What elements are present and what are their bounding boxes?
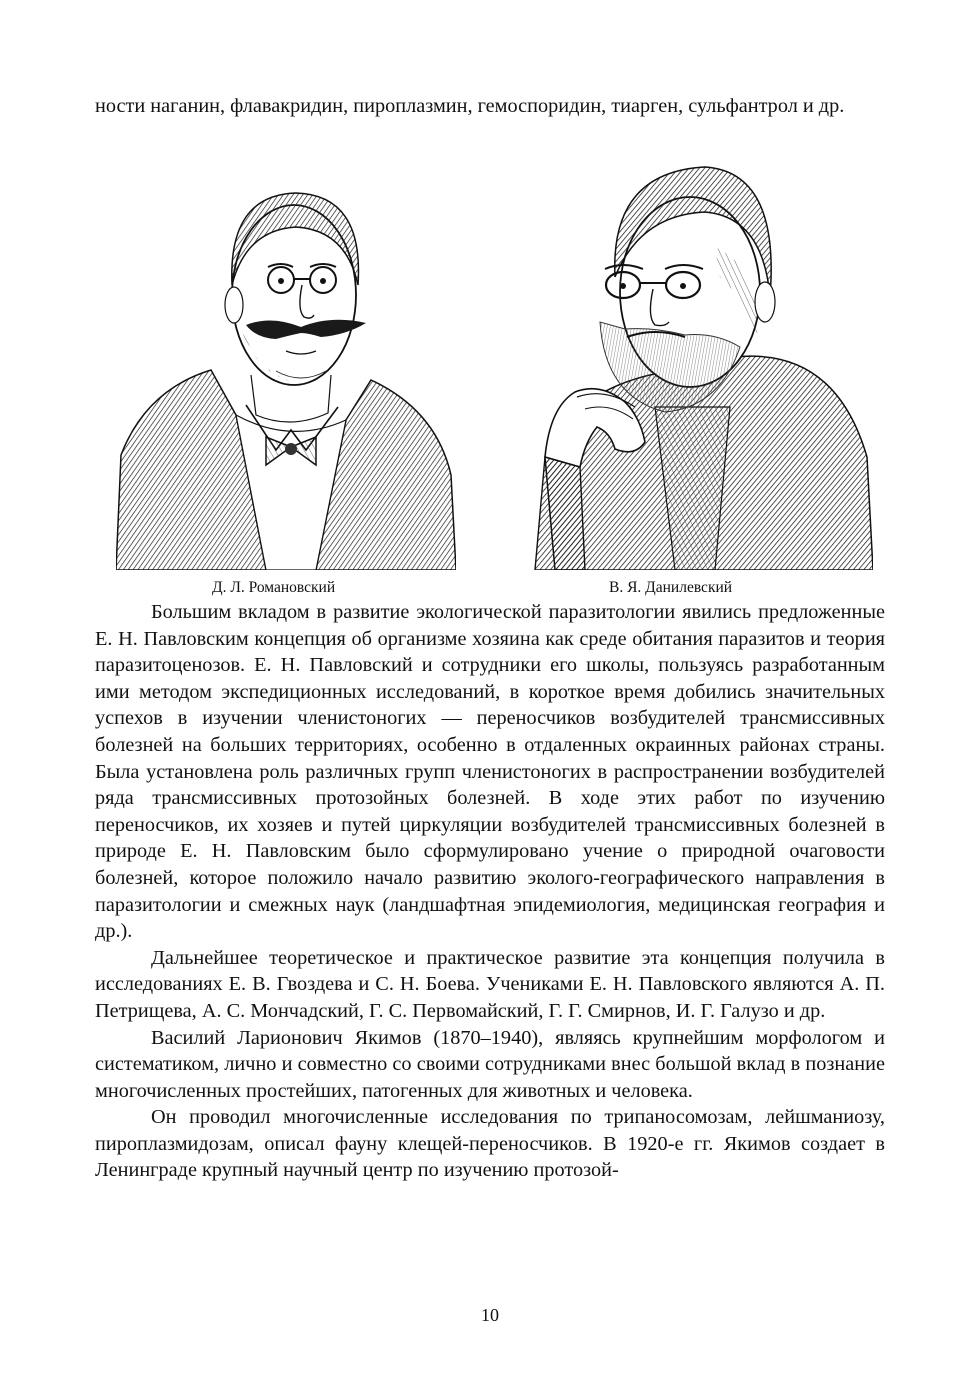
intro-paragraph [95,93,885,120]
portrait-romanovsky [116,175,456,570]
paragraph: Он проводил многочисленные исследования по трипаносомозам, лейшманиозу, пироплазмидозам, описал фауну клещей-переносчиков. В 1920-е гг. Якимов создает в Ленинграде крупный научный центр по изучению протозой- [95,1106,885,1182]
caption-romanovsky: Д. Л. Романовский [212,579,336,596]
body-text [95,599,885,1184]
paragraph: Василий Ларионович Якимов (1870–1940), являясь крупнейшим морфологом и систематиком, лично и совместно со своими сотрудниками внес большой вклад в познание многочисленных простейших, патогенных для животных и человека. [95,1026,885,1102]
page-number: 10 [481,1305,499,1325]
portrait-danilevsky-engraving [515,157,873,570]
portrait-danilevsky [515,157,873,570]
paragraph: Дальнейшее теоретическое и практическое развитие эта концепция получила в исследованиях Е. В. Гвоздева и С. Н. Боева. Учениками Е. Н. Павловского являются А. П. Петрищева, А. С. Мончадский, Г. С. Первомайский, Г. Г. Смирнов, И. Г. Галузо и др. [95,946,885,1022]
paragraph: Большим вкладом в развитие экологической паразитологии явились предложенные Е. Н. Павловским концепция об организме хозяина как среде обитания паразитов и теория паразитоценозов. Е. Н. Павловский и сотрудники его школы, пользуясь разработанным ими методом экспедиционных исследований, в короткое время добились значительных успехов в изучении членистоногих — переносчиков возбудителей трансмиссивных болезней на больших территориях, особенно в отдаленных окраинных районах страны. Была установлена роль различных групп членистоногих в распространении возбудителей ряда трансмиссивных протозойных болезней. В ходе этих работ по изучению переносчиков, их хозяев и путей циркуляции возбудителей трансмиссивных болезней в природе Е. Н. Павловским было сформулировано учение о природной очаговости болезней, которое положило начало развитию эколого-географического направления в паразитологии и смежных наук (ландшафтная эпидемиология, медицинская география и др.). [95,601,885,943]
caption-danilevsky: В. Я. Данилевский [609,579,733,596]
intro-text: ности наганин, флавакридин, пироплазмин, гемоспоридин, тиарген, сульфантрол и др. [95,95,845,117]
portrait-romanovsky-engraving [116,175,456,570]
